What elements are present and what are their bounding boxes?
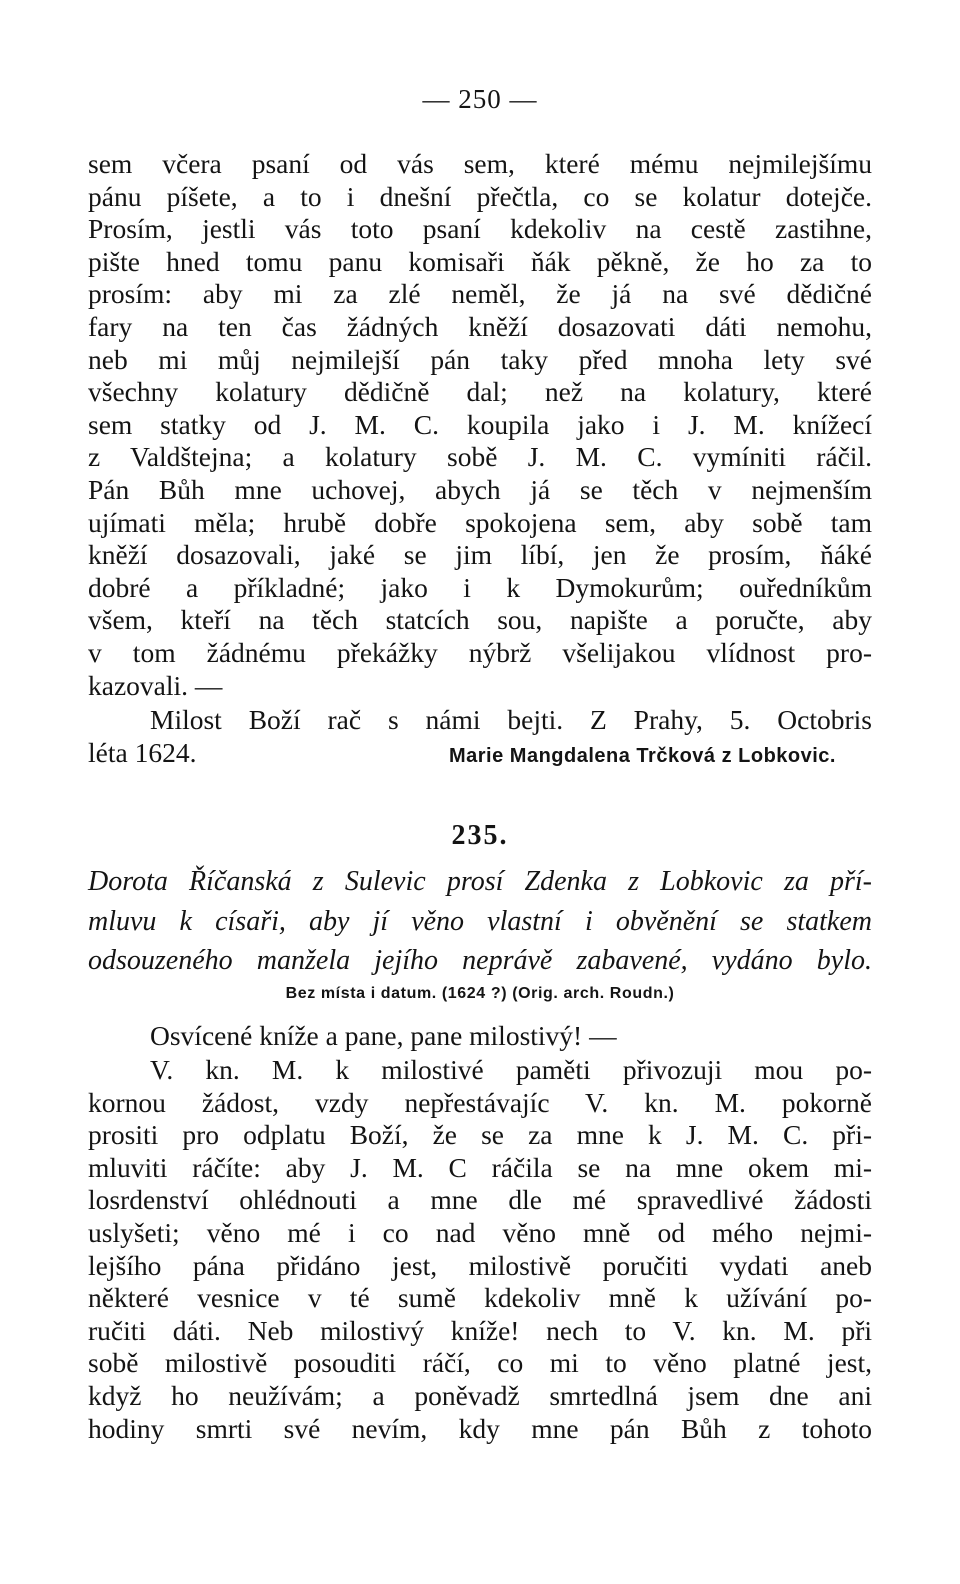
text-line: losrdenství ohlédnouti a mne dle mé spravedlivé žádosti: [88, 1184, 872, 1216]
text-line: pište hned tomu panu komisaři ňák pěkně, že ho za to: [88, 245, 872, 277]
document-summary: [88, 862, 872, 981]
text-line: když ho neužívám; a poněvadž smrtedlná jsem dne ani: [88, 1379, 872, 1411]
text-line: neb mi můj nejmilejší pán taky před mnoha lety své: [88, 343, 872, 375]
text-line: V. kn. M. k milostivé paměti přivozuji mou po-: [150, 1054, 872, 1085]
closing-text: Milost Boží rač s námi bejti. Z Prahy, 5. Octobris: [150, 704, 872, 735]
text-line: všem, kteří na těch statcích sou, napište a poručte, aby: [88, 604, 872, 636]
text-line: z Valdštejna; a kolatury sobě J. M. C. vymíniti ráčil.: [88, 441, 872, 473]
text-line: ručiti dáti. Neb milostivý kníže! nech to V. kn. M. při: [88, 1314, 872, 1346]
summary-line: Dorota Říčanská z Sulevic prosí Zdenka z Lobkovic za pří-: [88, 866, 872, 897]
text-line: fary na ten čas žádných kněží dosazovati dáti nemohu,: [88, 310, 872, 342]
text-line: kazovali. —: [88, 669, 223, 701]
letter-1-closing: [88, 704, 872, 772]
text-line: ujímati měla; hrubě dobře spokojena sem, aby sobě tam: [88, 506, 872, 538]
summary-line: mluvu k císaři, aby jí věno vlastní i obvěnění se statkem: [88, 905, 872, 937]
text-line: mluviti ráčíte: aby J. M. C ráčila se na mne okem mi-: [88, 1151, 872, 1183]
text-line: sobě milostivě posouditi ráčí, co mi to věno platné jest,: [88, 1347, 872, 1379]
salutation: Osvícené kníže a pane, pane milostivý! —: [150, 1020, 617, 1051]
signature: Marie Mangdalena Trčková z Lobkovic.: [448, 744, 836, 767]
text-line: pánu píšete, a to i dnešní přečtla, co se kolatur dotejče.: [88, 180, 872, 212]
document-number: 235.: [451, 820, 509, 851]
document-page: [88, 0, 872, 1584]
text-line: v tom žádnému překážky nýbrž všelijakou vlídnost pro-: [88, 636, 872, 668]
date-signature-row: [88, 737, 872, 773]
text-line: kněží dosazovali, jaké se jim líbí, jen že prosím, ňáké: [88, 539, 872, 571]
letter-1-body: [88, 148, 872, 702]
source-note: Bez místa i datum. (1624 ?) (Orig. arch. Roudn.): [285, 985, 675, 1002]
text-line: dobré a příkladné; jako i k Dymokurům; ouředníkům: [88, 571, 872, 603]
text-line: Pán Bůh mne uchovej, abych já se těch v nejmenším: [88, 473, 872, 505]
letter-2-body: [88, 1054, 872, 1445]
closing-date: léta 1624.: [88, 736, 197, 768]
text-line: hodiny smrti své nevím, kdy mne pán Bůh z tohoto: [88, 1412, 872, 1444]
summary-line: odsouzeného manžela jejího neprávě zabavené, vydáno bylo.: [88, 945, 872, 976]
text-line: prosím: aby mi za zlé neměl, že já na své dědičné: [88, 278, 872, 310]
text-line: sem včera psaní od vás sem, které mému nejmilejšímu: [88, 148, 872, 179]
text-line: některé vesnice v té sumě kdekoliv mně k užívání po-: [88, 1282, 872, 1314]
text-line: prositi pro odplatu Boží, že se za mne k J. M. C. při-: [88, 1119, 872, 1151]
page-number: — 250 —: [422, 84, 538, 114]
text-line: sem statky od J. M. C. koupila jako i J. M. knížecí: [88, 408, 872, 440]
text-line: kornou žádost, vzdy nepřestávajíc V. kn. M. pokorně: [88, 1086, 872, 1118]
text-line: všechny kolatury dědičně dal; než na kolatury, které: [88, 376, 872, 408]
text-line: uslyšeti; věno mé i co nad věno mně od mého nejmi-: [88, 1216, 872, 1248]
text-line: Prosím, jestli vás toto psaní kdekoliv na cestě zastihne,: [88, 213, 872, 245]
text-line: lejšího pána přidáno jest, milostivě poručiti vydati aneb: [88, 1249, 872, 1281]
